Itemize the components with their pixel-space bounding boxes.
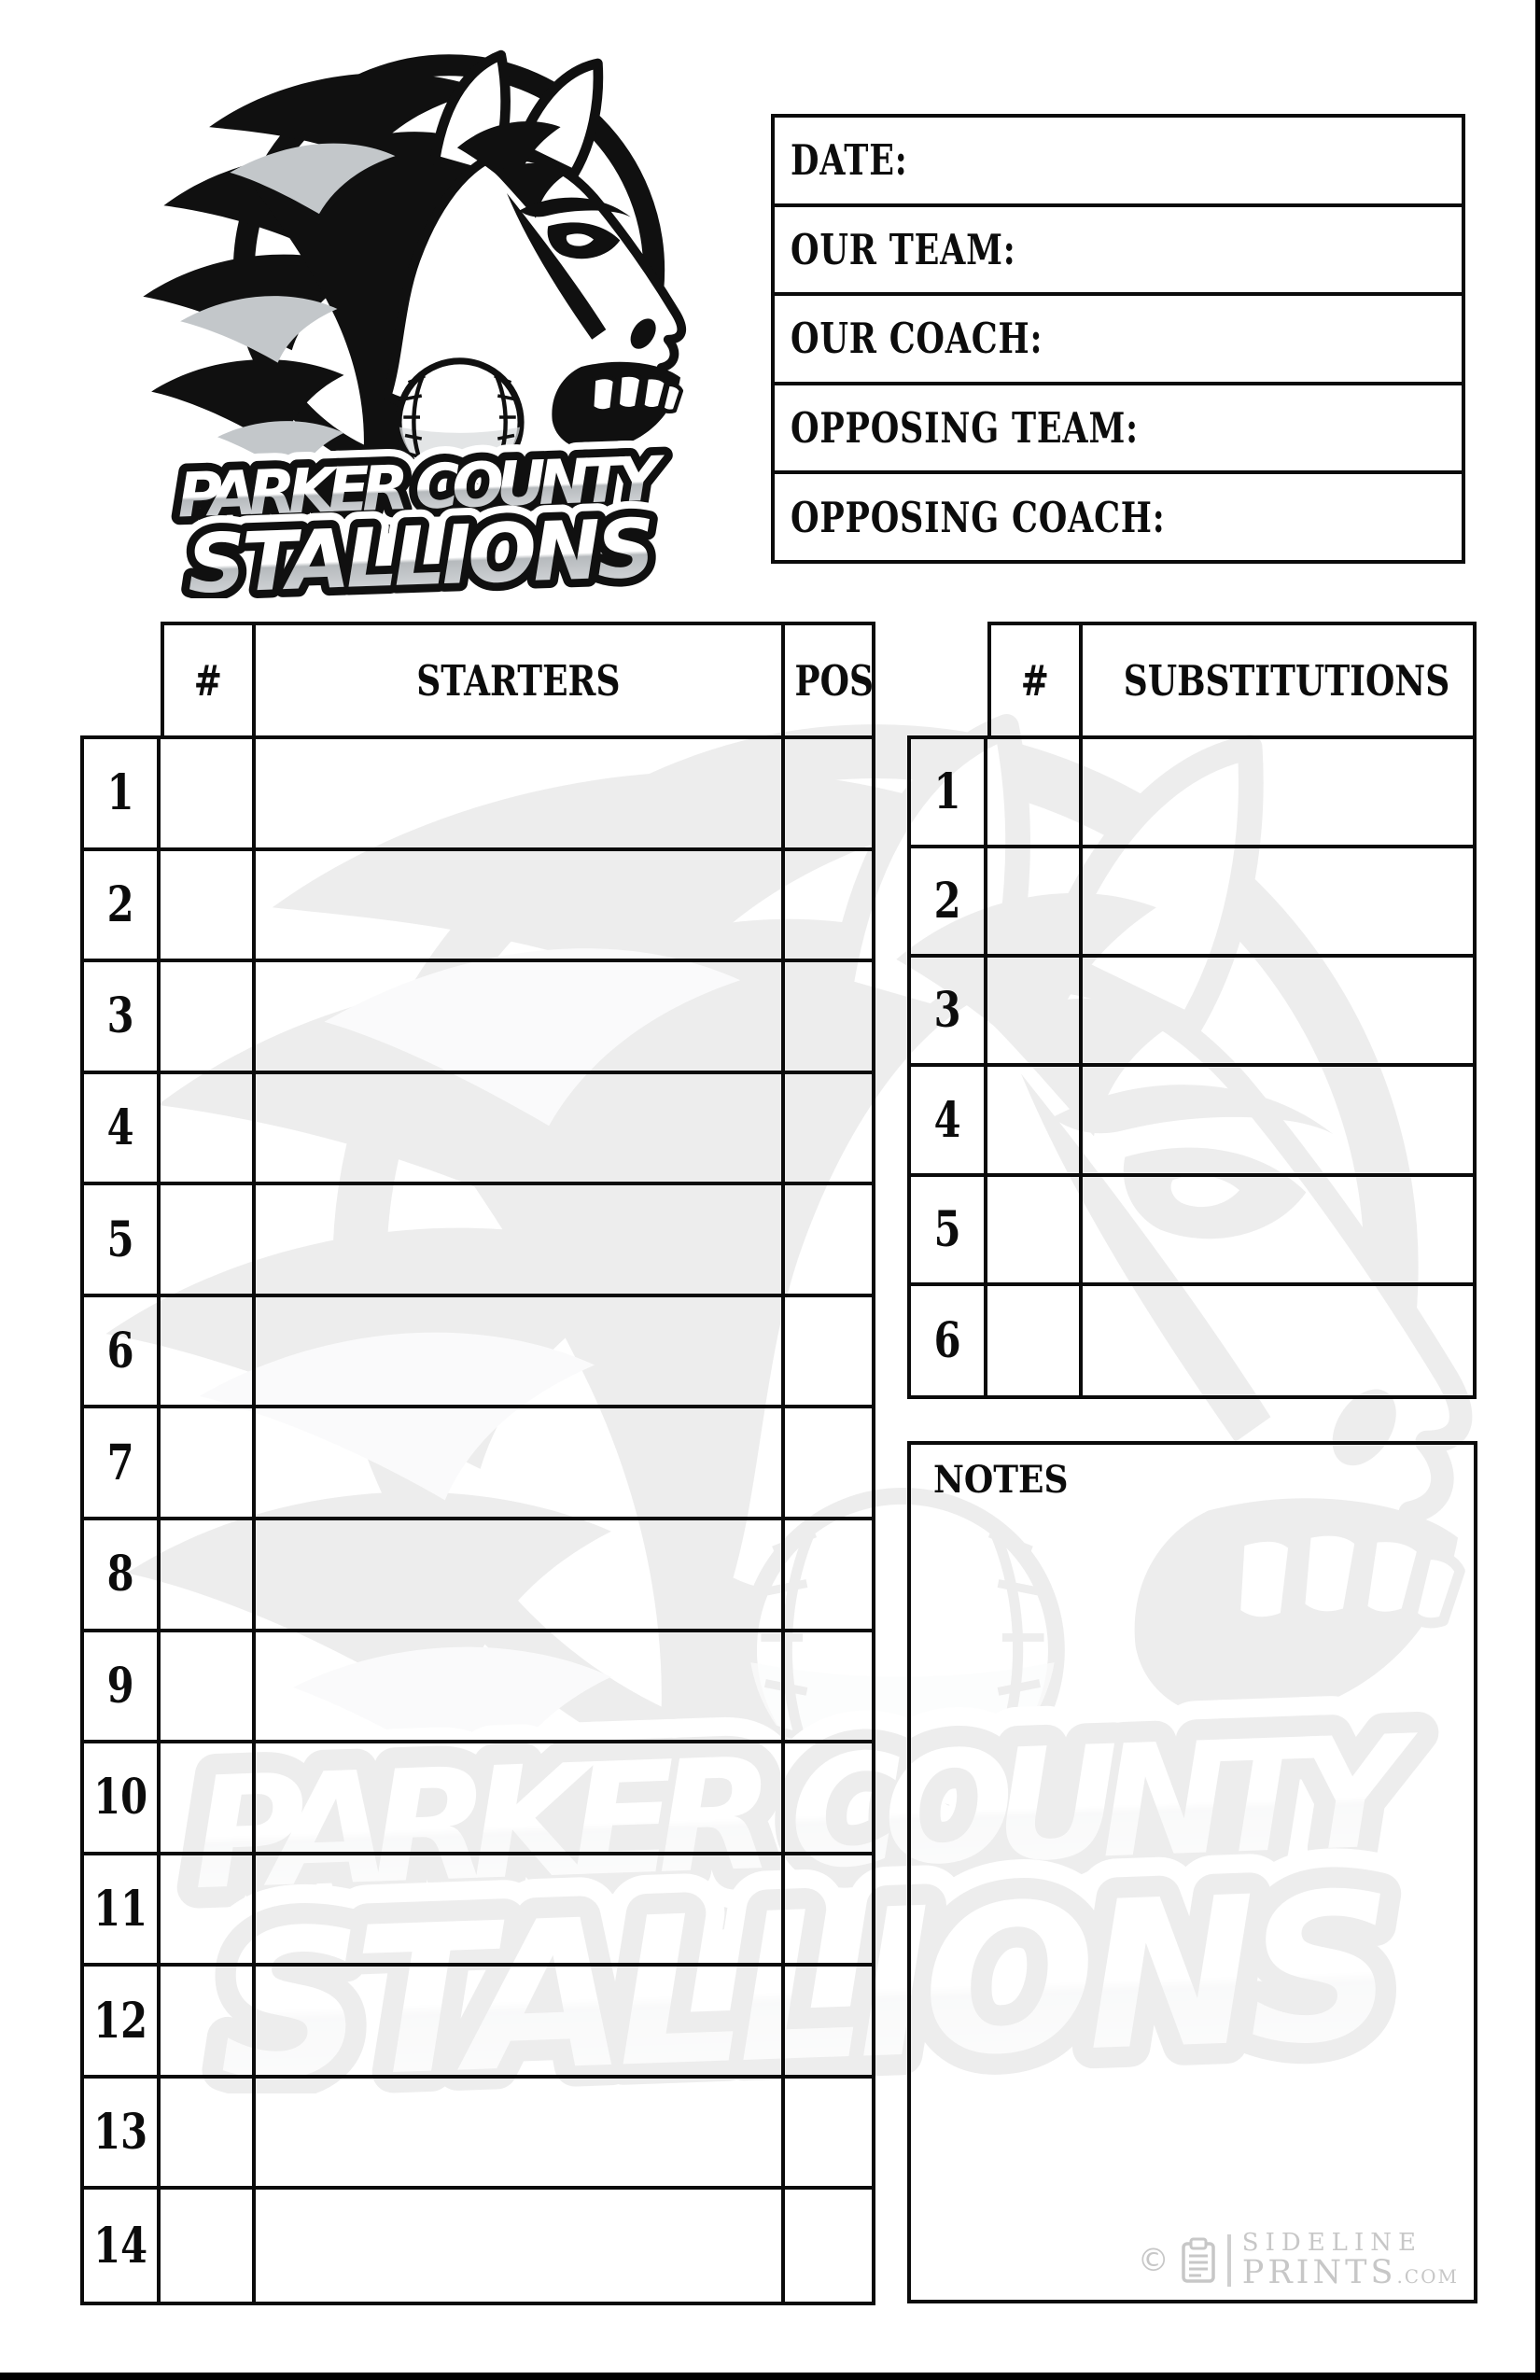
starter-name-cell <box>256 2079 785 2191</box>
starter-name-cell <box>256 1074 785 1186</box>
starter-number-cell <box>161 739 256 851</box>
branding-domain-suffix: .COM <box>1396 2265 1459 2289</box>
starter-number-cell <box>161 2190 256 2302</box>
starter-position-cell <box>785 1185 872 1297</box>
starter-number-cell <box>161 1632 256 1744</box>
starter-position-cell <box>785 2190 872 2302</box>
starters-table <box>80 735 875 2305</box>
game-info-form <box>771 114 1465 564</box>
starter-position-cell <box>785 1074 872 1186</box>
starter-row-order: 5 <box>84 1185 161 1297</box>
starter-name-cell <box>256 1632 785 1744</box>
sub-row-order: 5 <box>911 1177 987 1286</box>
starter-name-cell <box>256 2190 785 2302</box>
sub-number-cell <box>987 1286 1083 1395</box>
team-logo <box>131 49 709 598</box>
sub-row-order: 3 <box>911 958 987 1067</box>
opposing-team-label: OPPOSING TEAM: <box>791 403 1139 454</box>
sub-number-cell <box>987 1067 1083 1176</box>
starter-name-cell <box>256 1297 785 1409</box>
starter-name-cell <box>256 1855 785 1967</box>
starter-number-cell <box>161 1967 256 2079</box>
starter-number-cell <box>161 851 256 963</box>
starter-number-cell <box>161 1074 256 1186</box>
form-row-date <box>775 118 1462 207</box>
clipboard-icon <box>1181 2237 1216 2284</box>
starter-row-order: 14 <box>84 2190 161 2302</box>
starter-row-order: 9 <box>84 1632 161 1744</box>
starters-header <box>161 622 875 739</box>
sub-name-cell <box>1083 1177 1473 1286</box>
starter-position-cell <box>785 1967 872 2079</box>
notes-box <box>907 1441 1477 2303</box>
page-bottom-edge <box>0 2373 1540 2380</box>
starter-position-cell <box>785 1408 872 1520</box>
starters-number-column-header: # <box>193 655 223 706</box>
sub-number-cell <box>987 1177 1083 1286</box>
starter-number-cell <box>161 1297 256 1409</box>
starter-row-order: 6 <box>84 1297 161 1409</box>
copyright-icon: © <box>1137 2241 1169 2279</box>
sub-name-cell <box>1083 958 1473 1067</box>
starter-name-cell <box>256 851 785 963</box>
form-row-opposing-coach <box>775 474 1462 560</box>
substitutions-table <box>907 735 1477 1399</box>
starter-number-cell <box>161 1185 256 1297</box>
starter-row-order: 4 <box>84 1074 161 1186</box>
starters-column-header: STARTERS <box>416 655 621 706</box>
starter-row-order: 3 <box>84 962 161 1074</box>
sub-number-cell <box>987 739 1083 848</box>
starter-name-cell <box>256 1520 785 1632</box>
starter-position-cell <box>785 851 872 963</box>
starter-row-order: 2 <box>84 851 161 963</box>
starter-name-cell <box>256 1185 785 1297</box>
starter-position-cell <box>785 962 872 1074</box>
branding-divider <box>1227 2234 1231 2287</box>
form-row-opposing-team <box>775 385 1462 475</box>
sub-name-cell <box>1083 1286 1473 1395</box>
starter-number-cell <box>161 1743 256 1855</box>
starter-position-cell <box>785 1297 872 1409</box>
our-team-label: OUR TEAM: <box>791 224 1016 274</box>
starter-name-cell <box>256 1743 785 1855</box>
form-row-our-team <box>775 207 1462 297</box>
sub-number-cell <box>987 848 1083 958</box>
starter-row-order: 13 <box>84 2079 161 2191</box>
starter-name-cell <box>256 739 785 851</box>
form-row-our-coach <box>775 296 1462 385</box>
page-right-edge <box>1535 0 1540 2380</box>
starter-row-order: 7 <box>84 1408 161 1520</box>
sub-row-order: 1 <box>911 739 987 848</box>
starter-position-cell <box>785 1520 872 1632</box>
starter-row-order: 8 <box>84 1520 161 1632</box>
starter-number-cell <box>161 962 256 1074</box>
branding-name-line2: PRINTS.COM <box>1241 2254 1459 2292</box>
starter-number-cell <box>161 1520 256 1632</box>
our-coach-label: OUR COACH: <box>791 314 1043 364</box>
sub-name-cell <box>1083 739 1473 848</box>
subs-number-column-header: # <box>1020 655 1050 706</box>
sub-row-order: 4 <box>911 1067 987 1176</box>
starter-name-cell <box>256 962 785 1074</box>
sub-number-cell <box>987 958 1083 1067</box>
notes-label: NOTES <box>933 1458 1069 1502</box>
printer-branding <box>1137 2228 1459 2292</box>
starter-position-cell <box>785 739 872 851</box>
subs-column-header: SUBSTITUTIONS <box>1123 655 1450 706</box>
sub-name-cell <box>1083 1067 1473 1176</box>
starter-row-order: 12 <box>84 1967 161 2079</box>
starter-number-cell <box>161 1855 256 1967</box>
starter-name-cell <box>256 1967 785 2079</box>
starter-row-order: 10 <box>84 1743 161 1855</box>
starter-position-cell <box>785 1743 872 1855</box>
date-label: DATE: <box>791 135 908 186</box>
starter-number-cell <box>161 2079 256 2191</box>
starter-position-cell <box>785 1632 872 1744</box>
starter-number-cell <box>161 1408 256 1520</box>
starter-position-cell <box>785 2079 872 2191</box>
sub-row-order: 6 <box>911 1286 987 1395</box>
sub-name-cell <box>1083 848 1473 958</box>
starters-position-column-header: POS <box>794 655 874 706</box>
branding-name-line1: SIDELINE <box>1241 2228 1422 2257</box>
starter-name-cell <box>256 1408 785 1520</box>
substitutions-header <box>987 622 1477 739</box>
starter-row-order: 1 <box>84 739 161 851</box>
sub-row-order: 2 <box>911 848 987 958</box>
starter-row-order: 11 <box>84 1855 161 1967</box>
opposing-coach-label: OPPOSING COACH: <box>791 492 1166 542</box>
starter-position-cell <box>785 1855 872 1967</box>
